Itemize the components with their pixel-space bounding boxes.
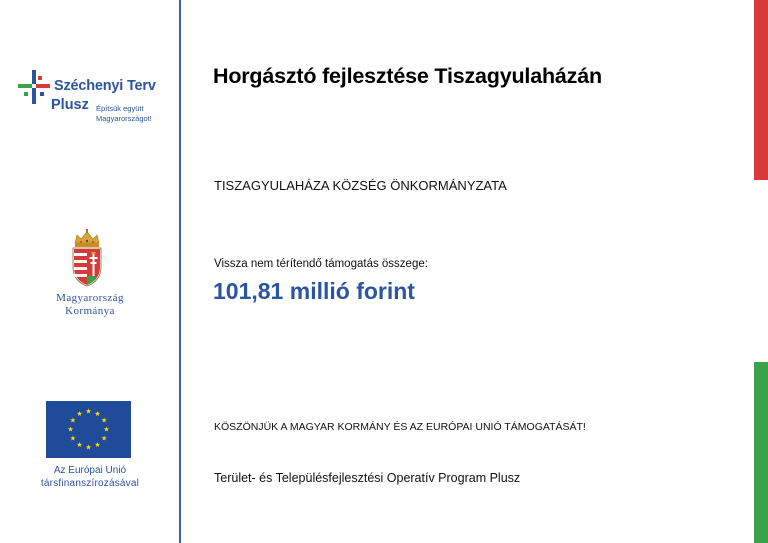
svg-text:★: ★: [100, 434, 108, 443]
red-stripe: [754, 0, 768, 180]
svg-text:★: ★: [94, 409, 101, 418]
szechenyi-cross-icon: [18, 70, 52, 106]
government-name-line1: Magyarország: [56, 292, 124, 304]
svg-text:★: ★: [103, 425, 110, 434]
szechenyi-slogan-line2: Magyarországot!: [96, 114, 152, 123]
green-stripe: [754, 362, 768, 543]
szechenyi-slogan-line1: Építsük együtt: [96, 104, 144, 113]
support-amount-label: Vissza nem térítendő támogatás összege:: [214, 258, 428, 270]
project-title: Horgásztó fejlesztése Tiszagyulaházán: [213, 64, 602, 88]
szechenyi-plus: Plusz: [51, 97, 89, 113]
svg-text:★: ★: [85, 407, 92, 416]
svg-text:★: ★: [94, 441, 101, 450]
svg-text:★: ★: [100, 416, 108, 425]
government-name-line2: Kormánya: [65, 305, 115, 317]
svg-text:★: ★: [69, 416, 77, 425]
program-name: Terület- és Településfejlesztési Operatív Program Plusz: [214, 471, 521, 485]
logo-sidebar: [0, 0, 180, 543]
eu-caption-line2: társfinanszírozásával: [40, 478, 140, 489]
thanks-text: KÖSZÖNJÜK A MAGYAR KORMÁNY ÉS AZ EURÓPAI UNIÓ TÁMOGATÁSÁT!: [214, 421, 586, 433]
svg-text:★: ★: [85, 443, 92, 452]
szechenyi-title: Széchenyi Terv: [54, 78, 156, 94]
eu-flag-icon: [46, 401, 131, 458]
szechenyi-logo: [18, 66, 168, 136]
eu-caption-line1: Az Európai Unió: [53, 465, 127, 476]
support-amount-value: 101,81 millió forint: [213, 278, 415, 304]
coat-of-arms-icon: [70, 229, 104, 287]
svg-text:★: ★: [76, 441, 83, 450]
svg-text:★: ★: [76, 409, 83, 418]
sidebar-divider: [179, 0, 181, 543]
beneficiary-name: TISZAGYULAHÁZA KÖZSÉG ÖNKORMÁNYZATA: [214, 178, 507, 193]
svg-text:★: ★: [67, 425, 74, 434]
svg-text:★: ★: [69, 434, 77, 443]
